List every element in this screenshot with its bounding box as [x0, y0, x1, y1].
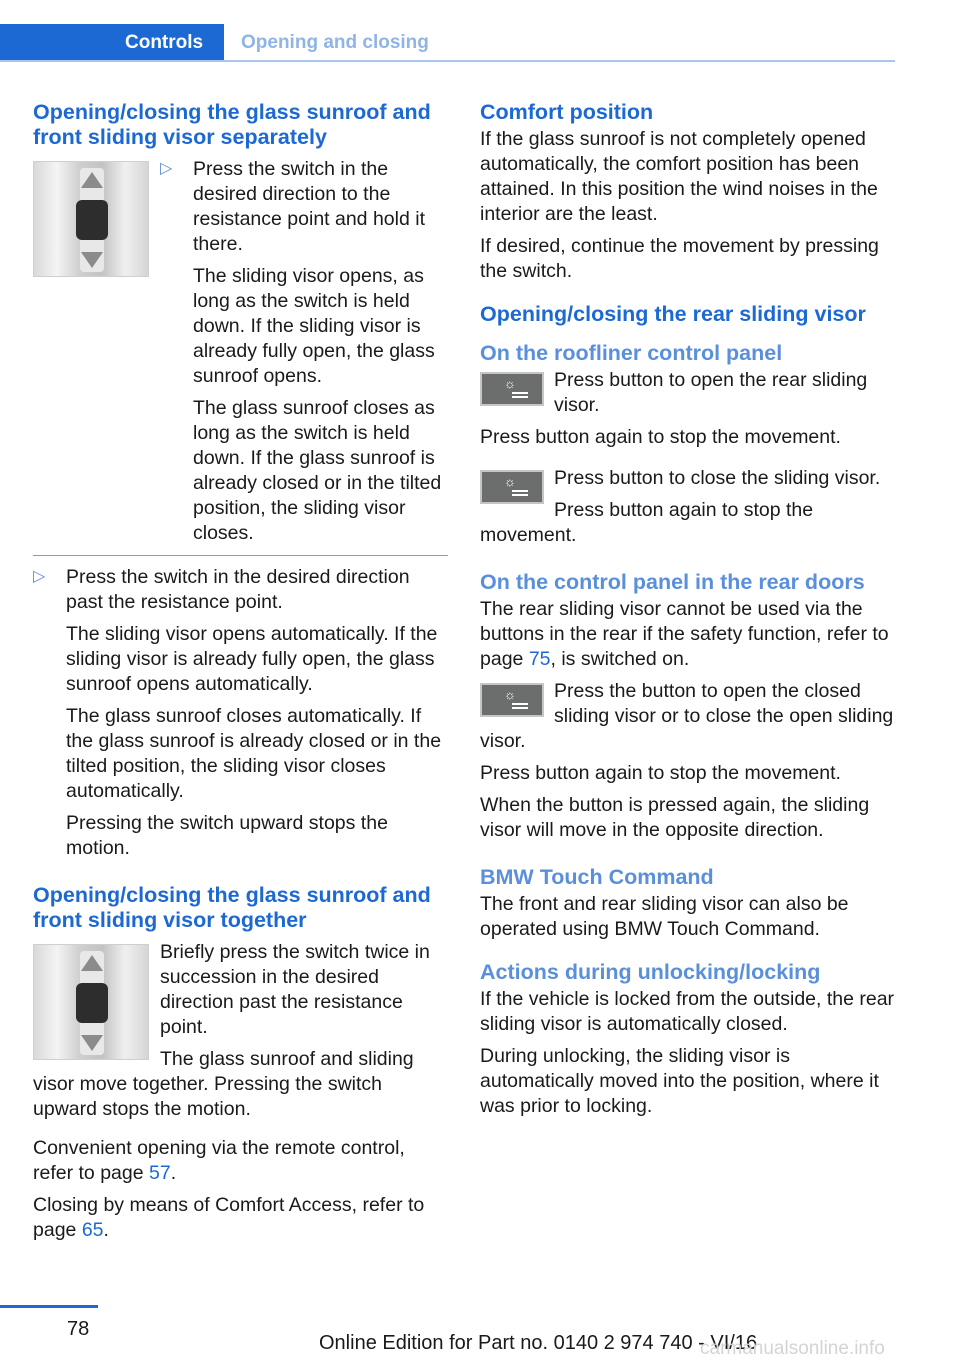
step-1 — [160, 157, 448, 553]
right-column — [480, 100, 895, 1126]
close-button-text: Press button to close the sliding visor. — [554, 467, 881, 489]
actions-unlocking-text: During unlocking, the sliding visor is automatically moved into the position, where it was prior to locking. — [480, 1045, 879, 1117]
sunroof-switch-icon — [33, 161, 149, 277]
heading-rear-doors: On the control panel in the rear doors — [480, 570, 865, 594]
close-button-row — [480, 466, 895, 548]
page-number: 78 — [67, 1318, 90, 1340]
step-1-text: Press the switch in the desired direction to the resistance point and hold it there. — [193, 158, 425, 255]
page-header — [0, 24, 895, 62]
heading-rear-visor: Opening/closing the rear sliding visor — [480, 302, 866, 326]
open-button-row — [480, 368, 895, 425]
touch-command-text: The front and rear sliding visor can also be operated using BMW Touch Command. — [480, 893, 849, 940]
header-divider — [0, 60, 895, 62]
open-button-text: Press button to open the rear sliding visor. — [554, 369, 868, 416]
toggle-opposite-text: When the button is pressed again, the sliding visor will move in the opposite direction. — [480, 794, 870, 841]
left-column — [33, 100, 448, 1250]
comfort-text: If the glass sunroof is not completely opened automatically, the comfort position has been attained. In this position the wind noises in the interior are the least. — [480, 128, 878, 225]
heading-comfort-position: Comfort position — [480, 100, 654, 124]
step-1-close: The glass sunroof closes as long as the switch is held down. If the glass sunroof is already closed or in the tilted position, the sliding visor closes. — [193, 397, 442, 544]
sunroof-switch-icon — [33, 944, 149, 1060]
figure-step-1 — [33, 157, 448, 553]
together-text: Briefly press the switch twice in succession in the desired direction past the resistance point. — [160, 941, 430, 1038]
together-motion: The glass sunroof and sliding visor move together. Pressing the switch upward stops the motion. — [33, 1048, 414, 1120]
step-2 — [33, 565, 448, 861]
triangle-right-icon: ▷ — [33, 568, 46, 585]
footer-rule — [0, 1305, 98, 1308]
tab-controls[interactable]: Controls — [0, 24, 224, 62]
close-stop-text: Press button again to stop the movement. — [480, 499, 814, 546]
step-2-close: The glass sunroof closes automatically. If the glass sunroof is already closed or in the tilted position, the sliding visor closes automatically. — [66, 705, 442, 802]
step-divider — [33, 555, 448, 556]
heading-roofliner: On the roofliner control panel — [480, 341, 783, 365]
toggle-stop-text: Press button again to stop the movement. — [480, 762, 841, 784]
page-link-65[interactable]: 65 — [81, 1219, 104, 1241]
page-link-57[interactable]: 57 — [149, 1162, 171, 1184]
sliding-visor-button-icon: ☼ — [480, 470, 544, 504]
step-1-open: The sliding visor opens, as long as the switch is held down. If the sliding visor is already fully open, the glass sunroof opens. — [193, 265, 435, 387]
page-link-75[interactable]: 75 — [528, 648, 551, 670]
comfort-access-text: Closing by means of Comfort Access, refer to page 65. — [33, 1194, 425, 1241]
step-2-text: Press the switch in the desired direction past the resistance point. — [66, 566, 410, 613]
edition-text: Online Edition for Part no. 0140 2 974 740 - VI/16 — [319, 1332, 758, 1354]
tab-opening-closing[interactable]: Opening and closing — [241, 32, 429, 53]
comfort-continue: If desired, continue the movement by pressing the switch. — [480, 235, 879, 282]
heading-actions-locking: Actions during unlocking/locking — [480, 960, 821, 984]
remote-control-text: Convenient opening via the remote control, refer to page 57. — [33, 1137, 405, 1184]
heading-together: Opening/closing the glass sunroof and front sliding visor together — [33, 883, 431, 932]
watermark: carmanualsonline.info — [700, 1338, 885, 1359]
triangle-right-icon: ▷ — [160, 160, 173, 177]
heading-separately: Opening/closing the glass sunroof and front sliding visor separately — [33, 100, 431, 149]
step-2-stop: Pressing the switch upward stops the motion. — [66, 812, 388, 859]
toggle-button-text: Press the button to open the closed sliding visor or to close the open sliding visor. — [480, 680, 894, 752]
rear-doors-text: The rear sliding visor cannot be used via the buttons in the rear if the safety function, refer to page 75, is switched on. — [480, 598, 889, 670]
actions-locked-text: If the vehicle is locked from the outside, the rear sliding visor is automatically closed. — [480, 988, 895, 1035]
sliding-visor-button-icon: ☼ — [480, 683, 544, 717]
figure-together — [33, 940, 448, 1122]
sliding-visor-button-icon: ☼ — [480, 372, 544, 406]
open-stop-text: Press button again to stop the movement. — [480, 426, 841, 448]
heading-touch-command: BMW Touch Command — [480, 865, 714, 889]
step-2-open: The sliding visor opens automatically. If the sliding visor is already fully open, the glass sunroof opens automatically. — [66, 623, 438, 695]
toggle-button-row — [480, 679, 895, 754]
